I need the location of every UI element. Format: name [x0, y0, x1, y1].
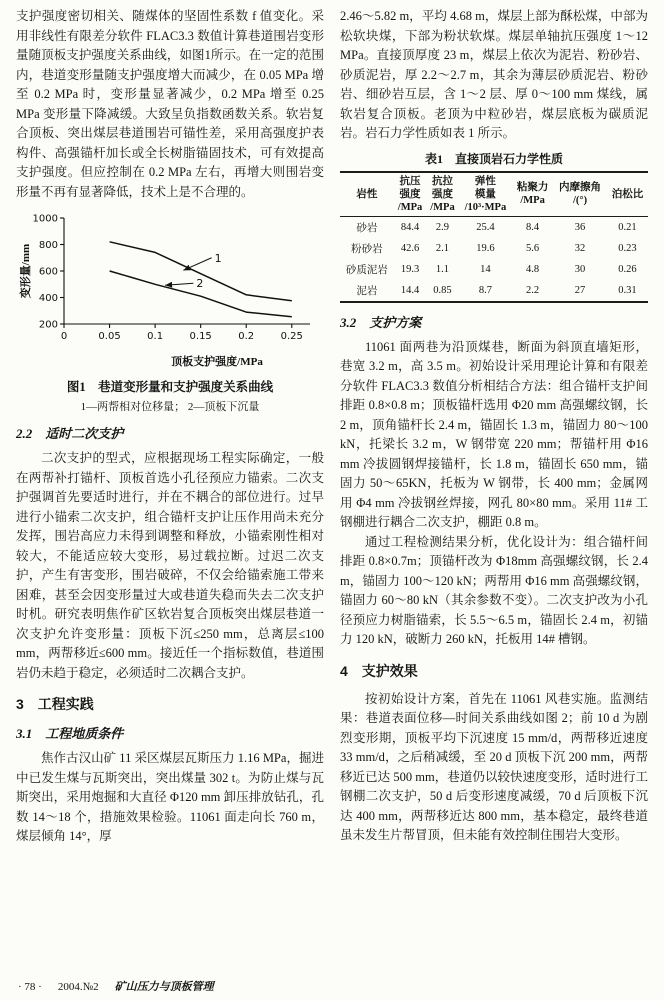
table-cell: 粉砂岩 [351, 243, 383, 255]
table-header-cell: 抗压 强度 /MPa [394, 172, 426, 217]
table-cell: 0.31 [618, 284, 637, 296]
table-cell: 0.21 [618, 221, 637, 233]
table-cell: 84.4 [400, 221, 420, 233]
table-cell: 0.26 [618, 263, 637, 275]
svg-text:0.15: 0.15 [189, 331, 212, 342]
svg-text:400: 400 [38, 293, 58, 304]
table-row [340, 238, 648, 259]
table-cell: 30 [574, 263, 586, 275]
table-cell: 14 [480, 263, 491, 275]
svg-text:200: 200 [38, 319, 58, 331]
heading-2-2: 2.2 适时二次支护 [16, 426, 124, 441]
table-cell: 27 [574, 284, 586, 296]
heading-4: 4 支护效果 [340, 662, 418, 679]
table-cell: 5.6 [526, 242, 540, 254]
paragraph-support-scheme: 11061 面两巷为沿顶煤巷，断面为斜顶直墙矩形，巷宽 3.2 m，高 3.5 m。初始设计采用理论计算和有限差分软件 FLAC3.3 数值分析相结合方法：组合锚杆支护间排距 0.8×0.8 m；顶板锚杆选用 Φ20 mm 高强螺纹钢，长 2 m，顶角锚杆长 2.4 m，锚固长 1.3 m，锚固力 80～100 kN，托梁长 3.2 m，W 钢带宽 220 mm；帮锚杆用 Φ16 mm 冷拔圆钢焊接锚杆，长 1.8 m，锚固长 650 mm，锚固力 50～65KN，托板为 W 钢带，长 400 mm；金属网用 Φ4 mm 冷拔钢丝焊接，网孔 80×80 mm。采用 11# 工钢棚进行耦合二次支护，棚距 0.8 m。 [340, 339, 648, 530]
figure1-caption [16, 377, 324, 414]
table-header-cell: 岩性 [340, 172, 394, 217]
rock-mechanics-table [340, 171, 648, 303]
table-cell: 14.4 [400, 284, 420, 296]
svg-text:2: 2 [196, 277, 204, 291]
x-axis-label: 顶板支护强度/MPa [171, 356, 263, 368]
table-cell: 25.4 [476, 221, 495, 233]
right-column [340, 7, 648, 846]
table-cell: 36 [574, 221, 586, 233]
table-header-cell: 内摩擦角 /(°) [553, 172, 607, 217]
heading-3-1: 3.1 工程地质条件 [16, 726, 124, 741]
table-cell: 泥岩 [356, 285, 378, 297]
table-cell: 19.6 [476, 242, 495, 254]
svg-text:1000: 1000 [32, 213, 58, 225]
table-cell: 2.1 [435, 242, 450, 254]
svg-text:800: 800 [38, 240, 58, 251]
y-axis-label: 变形量/mm [20, 243, 32, 299]
paragraph-geology: 焦作古汉山矿 11 采区煤层瓦斯压力 1.16 MPa，掘进中已发生煤与瓦斯突出，突出煤量 302 t。为防止煤与瓦斯突出，采用炮掘和大直径 Φ120 mm 卸压排放钻孔，孔数 14～18 个，措施效果检验。11061 面走向长 760 m，煤层倾角 14°，厚 [16, 751, 324, 843]
table-cell: 19.3 [400, 263, 420, 275]
heading-3-2: 3.2 支护方案 [340, 314, 422, 330]
table-cell: 2.2 [526, 284, 540, 296]
svg-text:0.2: 0.2 [238, 331, 255, 342]
table-cell: 0.23 [618, 242, 637, 254]
journal-issue: 2004.№2 [57, 981, 99, 993]
paragraph-coal-seam: 2.46～5.82 m，平均 4.68 m，煤层上部为酥松煤，中部为松软块煤，下部为粉状软煤。煤层单轴抗压强度 1～12 MPa。直接顶厚度 23 m，煤层上依次为泥岩、粉砂岩、砂质泥岩，厚 2.2～2.7 m，其余为薄层砂质泥岩、粉砂岩、细砂岩互层，含 1～2 层、厚 0～100 mm 煤线，属软岩复合顶板。老顶为中粒砂岩，煤层底板为碳质泥岩。岩石力学性质如表 1 所示。 [340, 9, 648, 140]
table-header-cell: 粘聚力 /MPa [512, 172, 553, 217]
table-header-cell: 泊松比 [607, 172, 648, 217]
figure-1 [16, 208, 324, 414]
heading-3: 3 工程实践 [16, 696, 94, 712]
table-row [340, 259, 648, 280]
table-cell: 2.9 [435, 221, 450, 233]
svg-text:0.1: 0.1 [147, 331, 164, 342]
table-cell: 砂质泥岩 [345, 264, 388, 276]
journal-title: 矿山压力与顶板管理 [114, 981, 214, 993]
table-cell: 42.6 [400, 242, 420, 254]
svg-text:0.25: 0.25 [280, 331, 303, 342]
table-cell: 8.7 [478, 284, 492, 296]
table-cell: 8.4 [526, 221, 540, 233]
svg-text:1: 1 [214, 251, 222, 265]
table-cell: 1.1 [435, 263, 450, 275]
line-chart [18, 208, 320, 368]
table-cell: 32 [574, 242, 586, 254]
table-cell: 0.85 [433, 284, 452, 296]
figure1-chart-container [18, 208, 324, 373]
table-header-cell: 弹性 模量 /10³·MPa [459, 172, 512, 217]
svg-text:0: 0 [60, 331, 68, 342]
paragraph-support-effect: 按初始设计方案，首先在 11061 风巷实施。监测结果：巷道表面位移—时间关系曲线如图 2；前 10 d 为剧烈变形期，顶板平均下沉速度 15 mm/d，两帮移近速度 33 mm/d，之后稍减缓，至 20 d 顶板下沉 200 mm，两帮移近已达 500 mm，巷道仍以较快速度变形，适时进行工钢棚二次支护，50 d 后变形速度减缓，70 d 后顶板下沉达 400 mm，两帮移近达 800 mm，基本稳定，最终巷道虽未发生片帮冒顶，但未能有效控制住围岩大变形。 [340, 691, 648, 843]
table-cell: 砂岩 [356, 222, 378, 234]
table1-title: 表1 直接顶岩石力学性质 [424, 151, 563, 166]
paragraph-support-strength: 支护强度密切相关、随煤体的坚固性系数 f 值变化。采用非线性有限差分软件 FLAC3.3 数值计算巷道围岩变形量随顶板支护强度关系曲线，如图1所示。在一定的范围内，巷道变形量随支护强度增大而减少，在 0.05 MPa 增至 0.2 MPa 时，变形量显著减少，0.2 MPa 增至 0.25 MPa 变形量下降减缓。大致呈负指数函数关系。软岩复合顶板、突出煤层巷道围岩可锚性差，采用高强度护表构件、高强锚杆加长或全长树脂锚固技术，可有效提高支护强度。但应控制在 0.2 MPa 左右，再增大则围岩变形量不再有显著降低，技术上是不合理的。 [16, 9, 324, 199]
page-footer [18, 978, 214, 994]
table-row [340, 216, 648, 238]
svg-text:0.05: 0.05 [98, 331, 121, 342]
table-row [340, 280, 648, 302]
table-header-cell: 抗拉 强度 /MPa [426, 172, 458, 217]
figure1-legend: 1—两帮相对位移量； 2—顶板下沉量 [80, 401, 260, 413]
paragraph-secondary-support: 二次支护的型式，应根据现场工程实际确定，一般在两帮补打锚杆、顶板首选小孔径预应力锚索。二次支护强调首先要适时进行，并在不耦合的部位进行。过早进行小锚索二次支护，组合锚杆支护让压作用尚未充分发挥，围岩高应力未得到调整和释放，小锚索刚性相对较大，不能适应较大变形，易过载拉断。过迟二次支护，产生有害变形，围岩破碎，不仅会给锚索施工带来困难，甚至会因变形量过大或巷道失稳而失去二次支护时机。研究表明焦作矿区软岩复合顶板突出煤层巷道一次支护允许变形量：顶板下沉≤250 mm，总离层≤100 mm，两帮移近≤600 mm。接近任一个指标数值，巷道围岩仍未趋于稳定，必须适时二次耦合支护。 [16, 451, 324, 680]
figure1-title: 图1 巷道变形量和支护强度关系曲线 [66, 380, 274, 394]
paragraph-optimized-design: 通过工程检测结果分析，优化设计为：组合锚杆间排距 0.8×0.7m；顶锚杆改为 Φ18mm 高强螺纹钢，长 2.4 m，锚固力 100～120 kN；两帮用 Φ16 mm 高强螺纹钢，锚固力 60～80 kN（其余参数不变）。二次支护改为小孔径预应力树脂锚索，长 5.5～6.5 m，锚固长 2.4 m，初锚力 120 kN，破断力 260 kN，托板用 14# 槽钢。 [340, 534, 648, 647]
table-cell: 4.8 [526, 263, 540, 275]
left-column [16, 7, 324, 847]
table-1 [340, 150, 648, 303]
page-number: · 78 · [18, 981, 42, 993]
svg-text:600: 600 [38, 266, 58, 278]
